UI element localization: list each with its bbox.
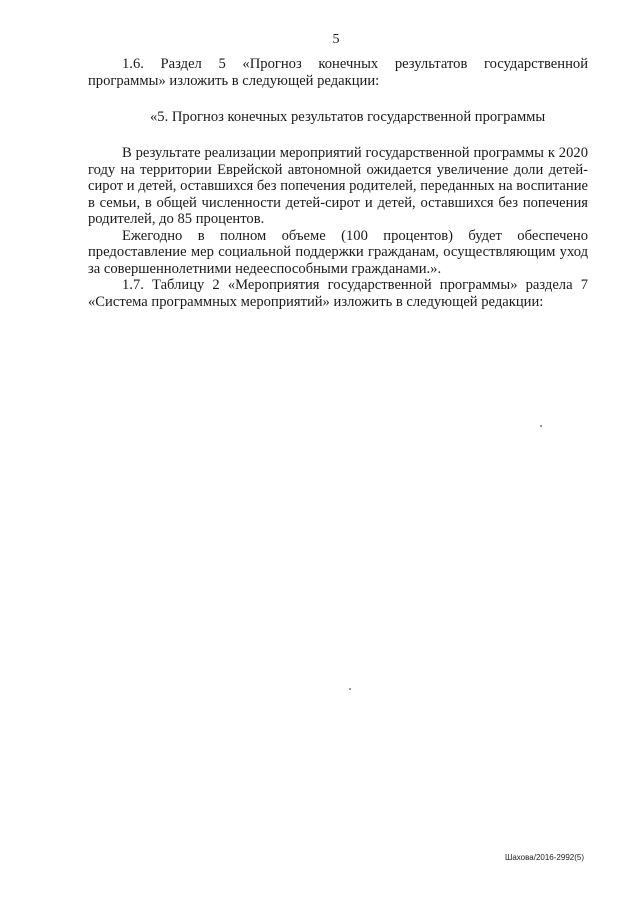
scan-speck bbox=[349, 688, 351, 690]
footer-stamp: Шахова/2016-2992(5) bbox=[504, 853, 584, 862]
paragraph-annual: Ежегодно в полном объеме (100 процентов) будет обеспечено предоставление мер социальной поддержки гражданам, осуществляющим уход за совершеннолетними недееспособными гражданами.». bbox=[88, 227, 588, 277]
scan-speck bbox=[540, 425, 542, 427]
section-5-heading: «5. Прогноз конечных результатов государственной программы bbox=[150, 109, 546, 125]
paragraph-1-7: 1.7. Таблицу 2 «Мероприятия государственной программы» раздела 7 «Система программных мероприятий» изложить в следующей редакции: bbox=[88, 277, 588, 310]
amendment-1-6-block bbox=[88, 56, 588, 89]
paragraph-results: В результате реализации мероприятий государственной программы к 2020 году на территории Еврейской автономной ожидается увеличение доли детей-сирот и детей, оставшихся без попечения родителей, переданных на воспитание в семьи, в общей численности детей-сирот и детей, оставшихся без попечения родителей, до 85 процентов. bbox=[88, 145, 588, 227]
main-text-block bbox=[88, 145, 588, 310]
page-number: 5 bbox=[332, 32, 340, 47]
paragraph-1-6: 1.6. Раздел 5 «Прогноз конечных результатов государственной программы» изложить в следующей редакции: bbox=[88, 56, 588, 89]
